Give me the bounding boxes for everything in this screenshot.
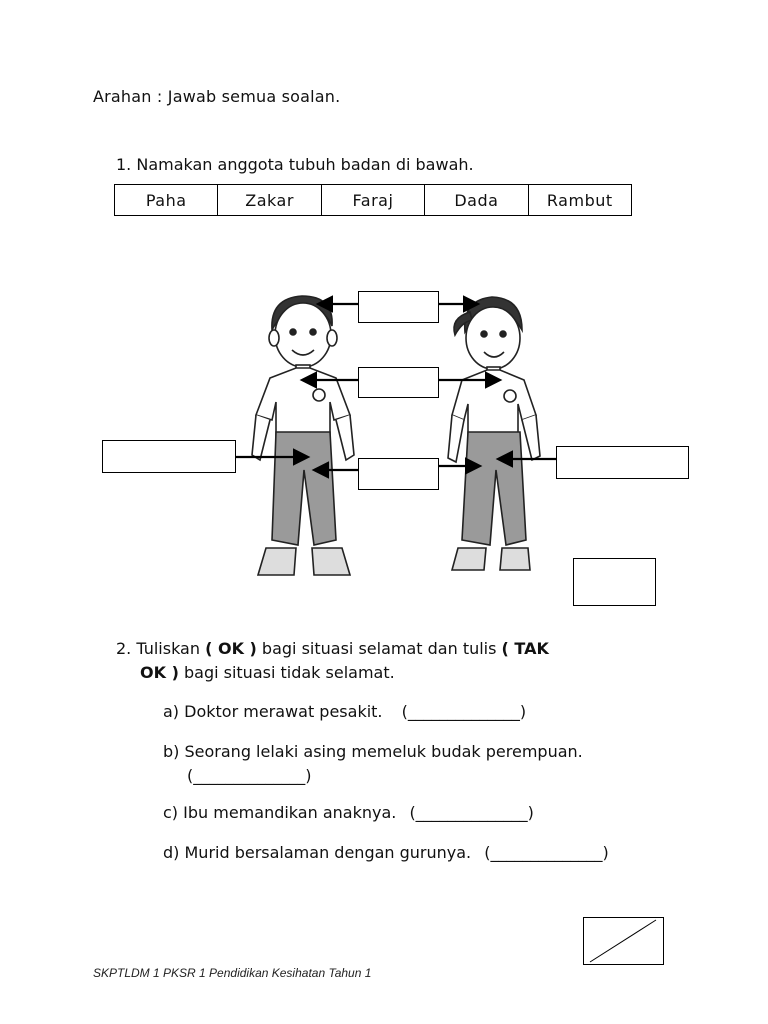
question-1-text: 1. Namakan anggota tubuh badan di bawah. (116, 155, 474, 174)
item-letter: d) (163, 843, 180, 862)
answer-blank[interactable]: (______________) (401, 702, 527, 721)
answer-box-boy-genital[interactable] (102, 440, 236, 473)
boy-figure (252, 296, 354, 575)
girl-figure (448, 297, 540, 570)
item-letter: a) (163, 702, 180, 721)
item-letter: c) (163, 803, 179, 822)
list-item (163, 803, 534, 822)
answer-box-genital[interactable] (358, 458, 439, 490)
word-bank-cell: Zakar (218, 185, 321, 216)
word-bank-cell: Rambut (528, 185, 631, 216)
score-box-1[interactable] (573, 558, 656, 606)
item-letter: b) (163, 742, 180, 761)
question-2-text (116, 637, 676, 685)
answer-box-hair[interactable] (358, 291, 439, 323)
list-item (163, 702, 526, 721)
takok-label-2: OK ) (140, 663, 179, 682)
answer-blank[interactable]: (______________) (187, 766, 312, 785)
item-text: Murid bersalaman dengan gurunya. (184, 843, 472, 862)
footer-text: SKPTLDM 1 PKSR 1 Pendidikan Kesihatan Tahun 1 (93, 966, 372, 980)
answer-box-chest[interactable] (358, 367, 439, 398)
word-bank-cell: Faraj (321, 185, 424, 216)
score-box-2[interactable] (583, 917, 664, 965)
answer-blank[interactable]: (______________) (409, 803, 534, 822)
item-text: Ibu memandikan anaknya. (183, 803, 397, 822)
question-2-intro-c: bagi situasi tidak selamat. (178, 663, 395, 682)
answer-box-thigh[interactable] (556, 446, 689, 479)
item-text: Doktor merawat pesakit. (184, 702, 383, 721)
score-box-diagonal (584, 918, 663, 964)
ok-label: ( OK ) (205, 639, 257, 658)
answer-blank[interactable]: (______________) (484, 843, 609, 862)
takok-label-1: ( TAK (501, 639, 549, 658)
item-text: Seorang lelaki asing memeluk budak perempuan. (184, 742, 583, 761)
word-bank-cell: Dada (425, 185, 528, 216)
question-2-intro: 2. Tuliskan (116, 639, 206, 658)
list-item (163, 843, 609, 862)
instruction-text: Arahan : Jawab semua soalan. (93, 87, 341, 106)
question-2-intro-b: bagi situasi selamat dan tulis (256, 639, 502, 658)
word-bank-cell: Paha (115, 185, 218, 216)
list-item (163, 740, 583, 788)
